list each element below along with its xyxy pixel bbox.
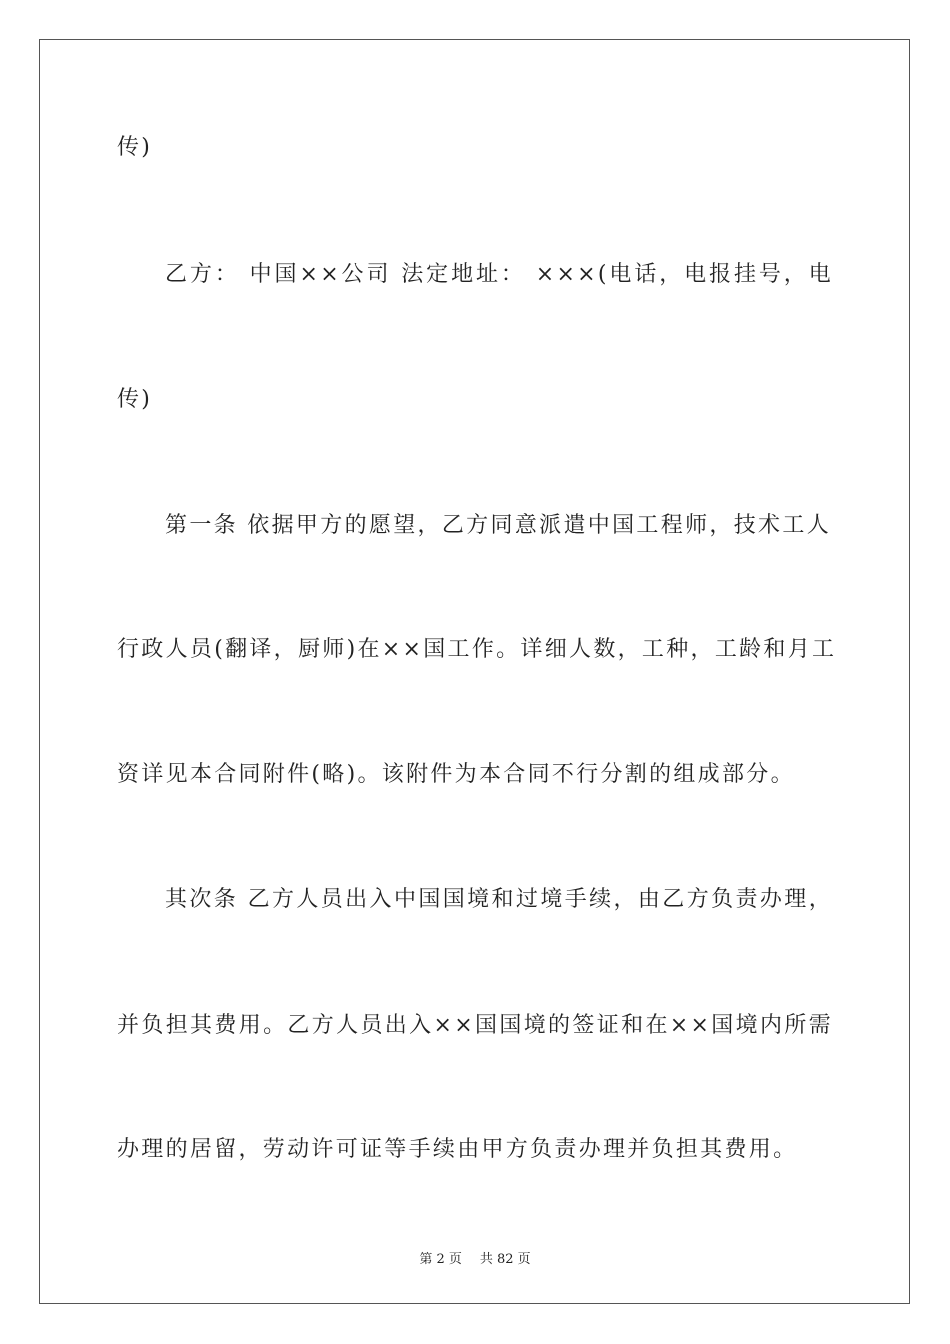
text-line: 资详见本合同附件(略)。该附件为本合同不行分割的组成部分。: [117, 762, 795, 787]
text-line: 传): [117, 135, 153, 160]
text-line: 传): [117, 387, 153, 412]
page-border: [39, 39, 910, 1304]
text-line: 行政人员(翻译，厨师)在××国工作。详细人数，工种，工龄和月工: [117, 637, 837, 662]
page-footer: [0, 1248, 950, 1267]
text-line: 乙方： 中国××公司 法定地址： ×××(电话，电报挂号，电: [165, 262, 833, 287]
text-line: 其次条 乙方人员出入中国国境和过境手续，由乙方负责办理，: [165, 887, 833, 912]
page-total: 共 82 页: [479, 1252, 531, 1267]
page-number: 第 2 页: [419, 1252, 462, 1267]
text-line: 第一条 依据甲方的愿望，乙方同意派遣中国工程师，技术工人: [165, 513, 831, 538]
text-line: 办理的居留，劳动许可证等手续由甲方负责办理并负担其费用。: [117, 1137, 798, 1162]
text-line: 并负担其费用。乙方人员出入××国国境的签证和在××国境内所需: [117, 1013, 833, 1038]
